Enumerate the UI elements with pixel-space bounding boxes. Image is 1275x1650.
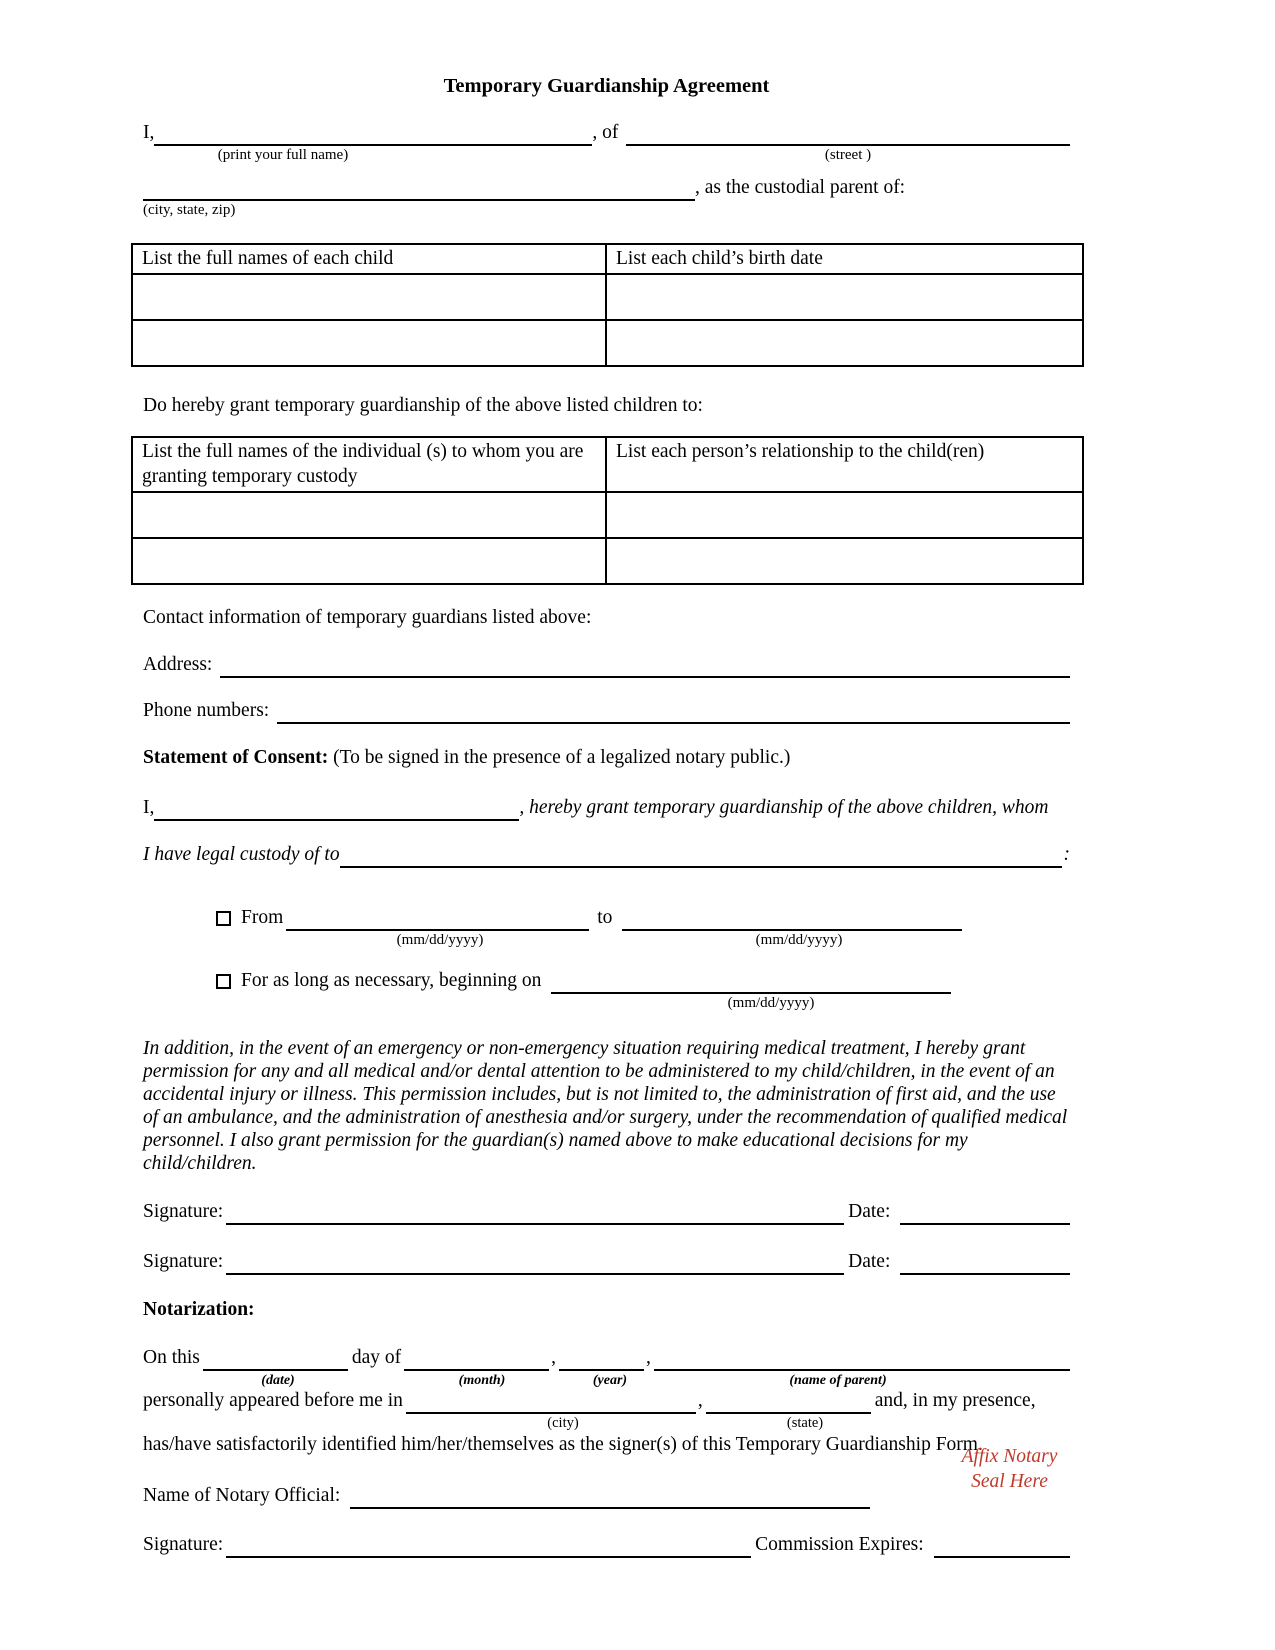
guardians-table-header-row <box>132 437 1083 492</box>
signature-label-2: Signature: <box>143 1251 224 1272</box>
duration-hints <box>143 994 1070 1012</box>
guardians-table-row <box>132 538 1083 584</box>
phone-field[interactable] <box>277 722 1070 724</box>
notary-name-row <box>143 1483 1070 1509</box>
signature-row-1 <box>143 1199 1070 1225</box>
state-hint: (state) <box>786 1415 824 1431</box>
comma-3: , <box>697 1390 703 1411</box>
from-label: From <box>241 907 284 928</box>
contact-heading: Contact information of temporary guardians listed above: <box>143 607 592 628</box>
guardian-relationship-cell[interactable] <box>606 492 1083 538</box>
begin-date-format-hint: (mm/dd/yyyy) <box>727 995 815 1011</box>
children-name-header: List the full names of each child <box>132 244 606 274</box>
city-hint: (city) <box>547 1415 579 1431</box>
appeared-row <box>143 1388 1070 1414</box>
custody-grantee-row <box>143 842 1070 868</box>
street-hint: (street ) <box>824 147 872 163</box>
signature-field-1[interactable] <box>226 1223 844 1225</box>
form-title: Temporary Guardianship Agreement <box>443 75 770 97</box>
address-row <box>143 652 1070 678</box>
appeared-text: personally appeared before me in <box>143 1390 403 1411</box>
signature-label-1: Signature: <box>143 1201 224 1222</box>
print-name-hint: (print your full name) <box>217 147 349 163</box>
principal-name-row <box>143 120 1070 146</box>
notary-signature-field[interactable] <box>226 1556 751 1558</box>
day-of-label: day of <box>351 1347 402 1368</box>
parent-name-hint: (name of parent) <box>789 1373 887 1388</box>
consent-heading-bold: Statement of Consent: <box>143 747 329 768</box>
comma-1: , <box>551 1347 557 1368</box>
date-label-2: Date: <box>848 1251 891 1272</box>
guardians-relationship-header: List each person’s relationship to the child(ren) <box>606 437 1083 492</box>
date-hint: (date) <box>261 1373 295 1388</box>
address-label: Address: <box>143 654 213 675</box>
custodial-parent-text: , as the custodial parent of: <box>695 177 906 198</box>
from-to-hints <box>143 931 1070 949</box>
child-name-cell[interactable] <box>132 320 606 366</box>
consent-heading-rest: (To be signed in the presence of a legalized notary public.) <box>328 747 791 768</box>
from-date-checkbox[interactable] <box>216 911 231 926</box>
children-table-row <box>132 320 1083 366</box>
consent-heading <box>143 745 1070 771</box>
grant-statement: Do hereby grant temporary guardianship of the above listed children to: <box>143 395 703 416</box>
notary-seal-note-line2: Seal Here <box>971 1471 1048 1492</box>
name-street-hints <box>143 146 1070 164</box>
guardian-name-cell[interactable] <box>132 538 606 584</box>
notary-seal-note <box>952 1444 1067 1494</box>
notary-seal-note-line1: Affix Notary <box>961 1446 1058 1467</box>
notary-name-label: Name of Notary Official: <box>143 1485 341 1506</box>
children-table <box>131 243 1084 367</box>
city-state-zip-row <box>143 175 1070 201</box>
duration-label: For as long as necessary, beginning on <box>241 970 542 991</box>
month-hint: (month) <box>458 1373 506 1388</box>
duration-row <box>216 968 1070 994</box>
guardians-table-row <box>132 492 1083 538</box>
medical-consent-paragraph: In addition, in the event of an emergency or non-emergency situation requiring medical treatment, I hereby grant permission for any and all medical and/or dental attention to be administered to my child/children, in the event of an accidental injury or illness. This permission includes, but is not limited to, the administration of first aid, and the use of an ambulance, and the administration of anesthesia and/or surgery, under the recommendation of qualified medical personnel. I also grant permission for the guardian(s) named above to make educational decisions for my child/children. <box>143 1038 1068 1174</box>
notary-date-hints <box>143 1371 1070 1388</box>
presence-text: and, in my presence, <box>874 1390 1036 1411</box>
child-birthdate-cell[interactable] <box>606 274 1083 320</box>
year-hint: (year) <box>592 1373 628 1388</box>
consent-grant-text: , hereby grant temporary guardianship of the above children, whom <box>519 797 1049 818</box>
guardians-name-header: List the full names of the individual (s) to whom you are granting temporary custody <box>132 437 606 492</box>
to-label: to <box>597 907 613 928</box>
on-this-label: On this <box>143 1347 200 1368</box>
notary-date-row <box>143 1345 1070 1371</box>
address-field[interactable] <box>220 676 1070 678</box>
commission-label: Commission Expires: <box>755 1534 924 1555</box>
consent-i-label: I, <box>143 797 155 818</box>
date-field-2[interactable] <box>900 1273 1070 1275</box>
from-date-format-hint: (mm/dd/yyyy) <box>396 932 484 948</box>
identified-text: has/have satisfactorily identified him/her/themselves as the signer(s) of this Temporary Guardianship Form. <box>143 1434 983 1455</box>
to-date-format-hint: (mm/dd/yyyy) <box>755 932 843 948</box>
child-name-cell[interactable] <box>132 274 606 320</box>
notarization-heading: Notarization: <box>143 1299 255 1320</box>
guardian-name-cell[interactable] <box>132 492 606 538</box>
comma-2: , <box>646 1347 651 1368</box>
phone-label: Phone numbers: <box>143 700 270 721</box>
consent-name-row <box>143 795 1070 821</box>
of-label: , of <box>592 122 619 143</box>
notary-signature-row <box>143 1532 1070 1558</box>
children-table-header-row <box>132 244 1083 274</box>
date-field-1[interactable] <box>900 1223 1070 1225</box>
guardians-table <box>131 436 1084 585</box>
signature-field-2[interactable] <box>226 1273 844 1275</box>
i-label: I, <box>143 122 155 143</box>
children-birthdate-header: List each child’s birth date <box>606 244 1083 274</box>
guardian-relationship-cell[interactable] <box>606 538 1083 584</box>
date-label-1: Date: <box>848 1201 891 1222</box>
phone-row <box>143 698 1070 724</box>
custody-grantee-field[interactable] <box>340 866 1062 868</box>
city-state-zip-hint: (city, state, zip) <box>143 202 236 218</box>
child-birthdate-cell[interactable] <box>606 320 1083 366</box>
signature-row-2 <box>143 1249 1070 1275</box>
commission-expires-field[interactable] <box>934 1556 1070 1558</box>
custody-text: I have legal custody of to <box>143 844 340 865</box>
children-table-row <box>132 274 1083 320</box>
custody-colon: : <box>1063 844 1070 865</box>
city-state-zip-hints <box>143 201 1070 219</box>
notary-name-field[interactable] <box>350 1507 870 1509</box>
consent-parent-name-field[interactable] <box>154 819 519 821</box>
duration-checkbox[interactable] <box>216 974 231 989</box>
notary-signature-label: Signature: <box>143 1534 224 1555</box>
city-state-hints <box>143 1414 1070 1430</box>
from-to-row <box>216 905 1070 931</box>
